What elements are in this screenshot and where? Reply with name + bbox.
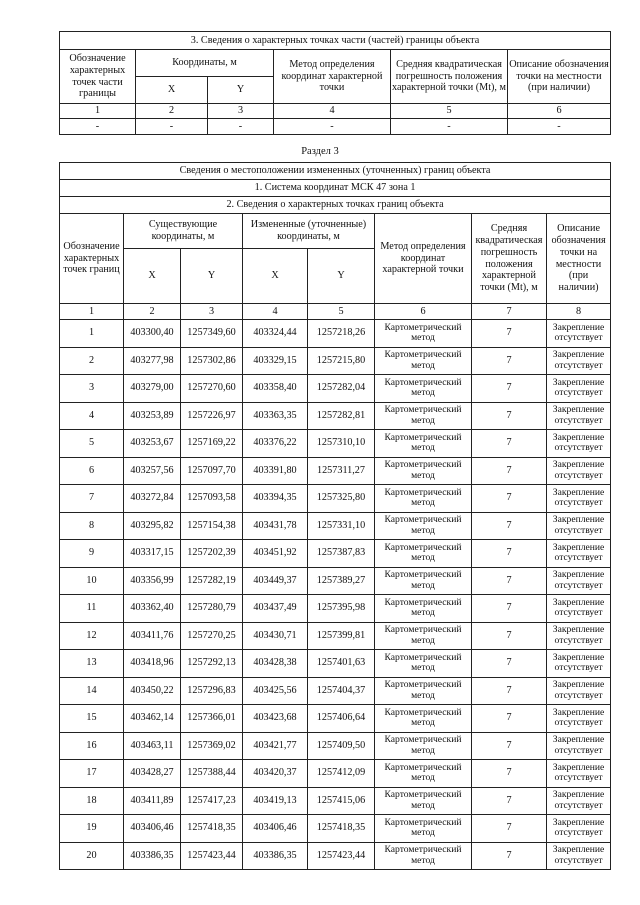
existing-y: 1257270,60	[181, 375, 243, 403]
parts-empty-row	[60, 119, 611, 135]
description-cell: Закрепление отсутствует	[547, 595, 611, 623]
existing-y: 1257388,44	[181, 760, 243, 788]
header-description: Описание обозначения точки на местности (при наличии)	[547, 214, 611, 304]
method-cell: Картометрический метод	[375, 375, 472, 403]
header-designation: Обозначение характерных точек границ	[60, 214, 124, 304]
accuracy-cell: 7	[472, 787, 547, 815]
changed-y: 1257415,06	[308, 787, 375, 815]
changed-x: 403419,13	[243, 787, 308, 815]
method-cell: Картометрический метод	[375, 402, 472, 430]
accuracy-cell: 7	[472, 457, 547, 485]
existing-x: 403411,89	[124, 787, 181, 815]
existing-y: 1257226,97	[181, 402, 243, 430]
description-cell: Закрепление отсутствует	[547, 842, 611, 870]
existing-y: 1257097,70	[181, 457, 243, 485]
accuracy-cell: 7	[472, 540, 547, 568]
existing-y: 1257292,13	[181, 650, 243, 678]
table-cell: -	[391, 119, 508, 135]
table-cell: -	[136, 119, 208, 135]
table-title: Сведения о местоположении измененных (уточненных) границ объекта	[60, 163, 611, 180]
existing-x: 403428,27	[124, 760, 181, 788]
table-row	[60, 650, 611, 678]
column-number: 2	[124, 304, 181, 320]
table-cell: -	[274, 119, 391, 135]
column-number: 6	[508, 104, 611, 119]
method-cell: Картометрический метод	[375, 705, 472, 733]
header-changed-coords: Измененные (уточненные) координаты, м	[243, 214, 375, 249]
parts-column-numbers-row	[60, 104, 611, 119]
column-number: 5	[391, 104, 508, 119]
accuracy-cell: 7	[472, 595, 547, 623]
accuracy-cell: 7	[472, 677, 547, 705]
table-row	[60, 540, 611, 568]
method-cell: Картометрический метод	[375, 760, 472, 788]
accuracy-cell: 7	[472, 760, 547, 788]
method-cell: Картометрический метод	[375, 485, 472, 513]
description-cell: Закрепление отсутствует	[547, 430, 611, 458]
point-number: 20	[60, 842, 124, 870]
existing-y: 1257270,25	[181, 622, 243, 650]
header-changed-y: Y	[308, 249, 375, 304]
parts-header-method: Метод определения координат характерной точки	[274, 50, 391, 104]
method-cell: Картометрический метод	[375, 430, 472, 458]
changed-y: 1257389,27	[308, 567, 375, 595]
existing-x: 403272,84	[124, 485, 181, 513]
method-cell: Картометрический метод	[375, 320, 472, 348]
table-row	[60, 567, 611, 595]
existing-x: 403411,76	[124, 622, 181, 650]
table-row	[60, 430, 611, 458]
table-row	[60, 595, 611, 623]
changed-y: 1257331,10	[308, 512, 375, 540]
existing-y: 1257369,02	[181, 732, 243, 760]
table-row	[60, 320, 611, 348]
table-row	[60, 787, 611, 815]
point-number: 17	[60, 760, 124, 788]
method-cell: Картометрический метод	[375, 677, 472, 705]
accuracy-cell: 7	[472, 485, 547, 513]
existing-x: 403362,40	[124, 595, 181, 623]
existing-y: 1257282,19	[181, 567, 243, 595]
parts-table-title: 3. Сведения о характерных точках части (частей) границы объекта	[60, 32, 611, 50]
changed-y: 1257282,81	[308, 402, 375, 430]
description-cell: Закрепление отсутствует	[547, 347, 611, 375]
existing-x: 403253,67	[124, 430, 181, 458]
accuracy-cell: 7	[472, 650, 547, 678]
changed-y: 1257409,50	[308, 732, 375, 760]
table-subtitle: 2. Сведения о характерных точках границ объекта	[60, 197, 611, 214]
boundary-points-table	[59, 162, 611, 870]
accuracy-cell: 7	[472, 567, 547, 595]
description-cell: Закрепление отсутствует	[547, 320, 611, 348]
point-number: 14	[60, 677, 124, 705]
changed-y: 1257404,37	[308, 677, 375, 705]
table-row	[60, 842, 611, 870]
parts-header-designation: Обозначение характерных точек части границы	[60, 50, 136, 104]
column-number: 1	[60, 104, 136, 119]
changed-x: 403329,15	[243, 347, 308, 375]
changed-x: 403451,92	[243, 540, 308, 568]
existing-y: 1257202,39	[181, 540, 243, 568]
method-cell: Картометрический метод	[375, 567, 472, 595]
point-number: 5	[60, 430, 124, 458]
accuracy-cell: 7	[472, 512, 547, 540]
column-numbers-row	[60, 304, 611, 320]
method-cell: Картометрический метод	[375, 815, 472, 843]
changed-x: 403437,49	[243, 595, 308, 623]
description-cell: Закрепление отсутствует	[547, 677, 611, 705]
changed-y: 1257423,44	[308, 842, 375, 870]
existing-y: 1257296,83	[181, 677, 243, 705]
description-cell: Закрепление отсутствует	[547, 760, 611, 788]
changed-x: 403376,22	[243, 430, 308, 458]
description-cell: Закрепление отсутствует	[547, 787, 611, 815]
method-cell: Картометрический метод	[375, 457, 472, 485]
changed-y: 1257218,26	[308, 320, 375, 348]
changed-x: 403421,77	[243, 732, 308, 760]
description-cell: Закрепление отсутствует	[547, 402, 611, 430]
parts-header-y: Y	[208, 77, 274, 104]
column-number: 4	[243, 304, 308, 320]
changed-x: 403431,78	[243, 512, 308, 540]
changed-y: 1257215,80	[308, 347, 375, 375]
changed-x: 403406,46	[243, 815, 308, 843]
changed-x: 403386,35	[243, 842, 308, 870]
method-cell: Картометрический метод	[375, 595, 472, 623]
existing-x: 403386,35	[124, 842, 181, 870]
parts-header-accuracy: Средняя квадратическая погрешность положения характерной точки (Mt), м	[391, 50, 508, 104]
table-row	[60, 732, 611, 760]
existing-x: 403295,82	[124, 512, 181, 540]
changed-x: 403425,56	[243, 677, 308, 705]
column-number: 2	[136, 104, 208, 119]
accuracy-cell: 7	[472, 815, 547, 843]
description-cell: Закрепление отсутствует	[547, 375, 611, 403]
accuracy-cell: 7	[472, 705, 547, 733]
existing-y: 1257093,58	[181, 485, 243, 513]
table-row	[60, 375, 611, 403]
accuracy-cell: 7	[472, 732, 547, 760]
description-cell: Закрепление отсутствует	[547, 622, 611, 650]
changed-x: 403420,37	[243, 760, 308, 788]
accuracy-cell: 7	[472, 842, 547, 870]
existing-x: 403317,15	[124, 540, 181, 568]
method-cell: Картометрический метод	[375, 787, 472, 815]
table-cell: -	[208, 119, 274, 135]
method-cell: Картометрический метод	[375, 622, 472, 650]
changed-y: 1257406,64	[308, 705, 375, 733]
header-method: Метод определения координат характерной точки	[375, 214, 472, 304]
changed-y: 1257399,81	[308, 622, 375, 650]
changed-x: 403358,40	[243, 375, 308, 403]
description-cell: Закрепление отсутствует	[547, 567, 611, 595]
description-cell: Закрепление отсутствует	[547, 457, 611, 485]
table-row	[60, 485, 611, 513]
description-cell: Закрепление отсутствует	[547, 815, 611, 843]
table-row	[60, 815, 611, 843]
existing-x: 403277,98	[124, 347, 181, 375]
existing-y: 1257417,23	[181, 787, 243, 815]
header-existing-x: X	[124, 249, 181, 304]
table-row	[60, 622, 611, 650]
method-cell: Картометрический метод	[375, 732, 472, 760]
point-number: 12	[60, 622, 124, 650]
header-accuracy: Средняя квадратическая погрешность положения характерной точки (Mt), м	[472, 214, 547, 304]
point-number: 9	[60, 540, 124, 568]
column-number: 3	[181, 304, 243, 320]
point-number: 8	[60, 512, 124, 540]
changed-x: 403363,35	[243, 402, 308, 430]
point-number: 13	[60, 650, 124, 678]
existing-y: 1257302,86	[181, 347, 243, 375]
description-cell: Закрепление отсутствует	[547, 650, 611, 678]
method-cell: Картометрический метод	[375, 842, 472, 870]
changed-x: 403428,38	[243, 650, 308, 678]
point-number: 4	[60, 402, 124, 430]
point-number: 7	[60, 485, 124, 513]
existing-x: 403450,22	[124, 677, 181, 705]
description-cell: Закрепление отсутствует	[547, 512, 611, 540]
existing-x: 403300,40	[124, 320, 181, 348]
existing-y: 1257418,35	[181, 815, 243, 843]
accuracy-cell: 7	[472, 375, 547, 403]
coordinate-system: 1. Система координат МСК 47 зона 1	[60, 180, 611, 197]
accuracy-cell: 7	[472, 430, 547, 458]
changed-y: 1257387,83	[308, 540, 375, 568]
changed-y: 1257325,80	[308, 485, 375, 513]
existing-x: 403356,99	[124, 567, 181, 595]
existing-x: 403406,46	[124, 815, 181, 843]
existing-x: 403253,89	[124, 402, 181, 430]
table-row	[60, 512, 611, 540]
changed-x: 403423,68	[243, 705, 308, 733]
table-row	[60, 402, 611, 430]
header-existing-coords: Существующие координаты, м	[124, 214, 243, 249]
changed-x: 403449,37	[243, 567, 308, 595]
changed-y: 1257401,63	[308, 650, 375, 678]
point-number: 2	[60, 347, 124, 375]
existing-x: 403462,14	[124, 705, 181, 733]
existing-y: 1257366,01	[181, 705, 243, 733]
method-cell: Картометрический метод	[375, 650, 472, 678]
method-cell: Картометрический метод	[375, 540, 472, 568]
point-number: 3	[60, 375, 124, 403]
point-number: 11	[60, 595, 124, 623]
point-number: 6	[60, 457, 124, 485]
parts-header-x: X	[136, 77, 208, 104]
existing-y: 1257169,22	[181, 430, 243, 458]
column-number: 3	[208, 104, 274, 119]
column-number: 7	[472, 304, 547, 320]
existing-y: 1257154,38	[181, 512, 243, 540]
method-cell: Картометрический метод	[375, 512, 472, 540]
changed-x: 403430,71	[243, 622, 308, 650]
point-number: 10	[60, 567, 124, 595]
description-cell: Закрепление отсутствует	[547, 705, 611, 733]
existing-y: 1257349,60	[181, 320, 243, 348]
existing-x: 403418,96	[124, 650, 181, 678]
point-number: 19	[60, 815, 124, 843]
table-row	[60, 347, 611, 375]
column-number: 1	[60, 304, 124, 320]
parts-header-coords: Координаты, м	[136, 50, 274, 77]
table-row	[60, 677, 611, 705]
existing-y: 1257423,44	[181, 842, 243, 870]
changed-y: 1257311,27	[308, 457, 375, 485]
changed-y: 1257412,09	[308, 760, 375, 788]
description-cell: Закрепление отсутствует	[547, 485, 611, 513]
accuracy-cell: 7	[472, 622, 547, 650]
header-existing-y: Y	[181, 249, 243, 304]
table-row	[60, 457, 611, 485]
description-cell: Закрепление отсутствует	[547, 732, 611, 760]
changed-x: 403391,80	[243, 457, 308, 485]
existing-x: 403257,56	[124, 457, 181, 485]
changed-x: 403324,44	[243, 320, 308, 348]
parts-header-description: Описание обозначения точки на местности (при наличии)	[508, 50, 611, 104]
changed-y: 1257310,10	[308, 430, 375, 458]
existing-y: 1257280,79	[181, 595, 243, 623]
changed-y: 1257395,98	[308, 595, 375, 623]
accuracy-cell: 7	[472, 402, 547, 430]
accuracy-cell: 7	[472, 320, 547, 348]
point-number: 16	[60, 732, 124, 760]
section-heading: Раздел 3	[301, 146, 339, 157]
point-number: 15	[60, 705, 124, 733]
table-row	[60, 705, 611, 733]
header-changed-x: X	[243, 249, 308, 304]
column-number: 8	[547, 304, 611, 320]
table-cell: -	[60, 119, 136, 135]
accuracy-cell: 7	[472, 347, 547, 375]
table-row	[60, 760, 611, 788]
column-number: 5	[308, 304, 375, 320]
column-number: 6	[375, 304, 472, 320]
point-number: 1	[60, 320, 124, 348]
table-body	[60, 320, 611, 870]
existing-x: 403279,00	[124, 375, 181, 403]
column-number: 4	[274, 104, 391, 119]
changed-y: 1257282,04	[308, 375, 375, 403]
table-cell: -	[508, 119, 611, 135]
existing-x: 403463,11	[124, 732, 181, 760]
parts-boundary-points-table	[59, 31, 611, 135]
description-cell: Закрепление отсутствует	[547, 540, 611, 568]
changed-x: 403394,35	[243, 485, 308, 513]
changed-y: 1257418,35	[308, 815, 375, 843]
point-number: 18	[60, 787, 124, 815]
method-cell: Картометрический метод	[375, 347, 472, 375]
